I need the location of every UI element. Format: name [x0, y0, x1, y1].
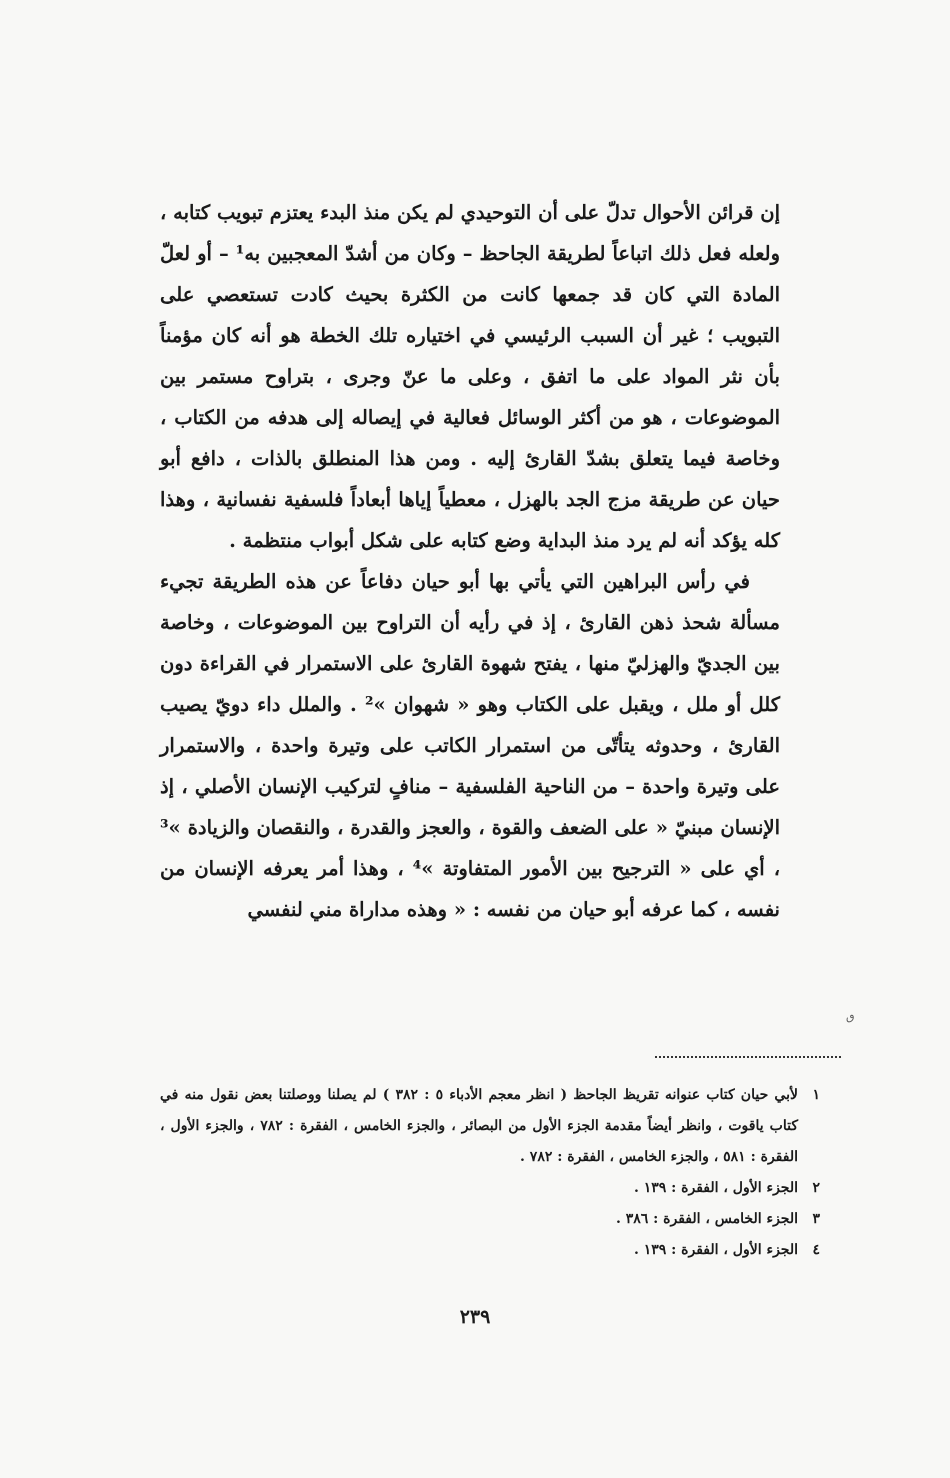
footnote-number: ٢ [812, 1180, 820, 1196]
paragraph-1: إن قرائن الأحوال تدلّ على أن التوحيدي لم يكن منذ البدء يعتزم تبويب كتابه ، ولعله فعل ذلك اتباعاً لطريقة الجاحظ – وكان من أشدّ المعجبين به¹ – أو لعلّ المادة التي كان قد جمعها كانت من الكثرة بحيث كادت تستعصي على التبويب ؛ غير أن السبب الرئيسي في اختياره تلك الخطة هو أنه كان مؤمناً بأن نثر المواد على ما اتفق ، وعلى ما عنّ وجرى ، بتراوح مستمر بين الموضوعات ، هو من أكثر الوسائل فعالية في إيصاله إلى هدفه من الكتاب ، وخاصة فيما يتعلق بشدّ القارئ إليه . ومن هذا المنطلق بالذات ، دافع أبو حيان عن طريقة مزج الجد بالهزل ، معطياً إياها أبعاداً فلسفية نفسانية ، وهذا كله يؤكد أنه لم يرد منذ البداية وضع كتابه على شكل أبواب منتظمة . [160, 201, 780, 552]
footnote-text: الجزء الخامس ، الفقرة : ٣٨٦ . [615, 1211, 798, 1227]
main-text [160, 192, 780, 930]
footnote-2 [160, 1173, 820, 1204]
page-number: ٢٣٩ [459, 1306, 491, 1328]
footnote-number: ٣ [812, 1211, 820, 1227]
footnotes [160, 1080, 820, 1266]
paragraph-2: في رأس البراهين التي يأتي بها أبو حيان دفاعاً عن هذه الطريقة تجيء مسألة شحذ ذهن القارئ ، إذ في رأيه أن التراوح بين الموضوعات ، وخاصة بين الجديّ والهزليّ منها ، يفتح شهوة القارئ على الاستمرار في القراءة دون كلل أو ملل ، ويقبل على الكتاب وهو « شهوان »² . والملل داء دويّ يصيب القارئ ، وحدوثه يتأتّى من استمرار الكاتب على وتيرة واحدة ، والاستمرار على وتيرة واحدة – من الناحية الفلسفية – منافٍ لتركيب الإنسان الأصلي ، إذ الإنسان مبنيّ « على الضعف والقوة ، والعجز والقدرة ، والنقصان والزيادة »³ ، أي على « الترجيح بين الأمور المتفاوتة »⁴ ، وهذا أمر يعرفه الإنسان من نفسه ، كما عرفه أبو حيان من نفسه : « وهذه مداراة مني لنفسي [160, 570, 780, 921]
footnote-number: ٤ [812, 1242, 820, 1258]
footnote-4 [160, 1235, 820, 1266]
footnote-1 [160, 1080, 820, 1173]
stray-mark: ٯ [846, 1010, 855, 1023]
footnote-separator [655, 1056, 841, 1058]
footnote-3 [160, 1204, 820, 1235]
footnote-text: الجزء الأول ، الفقرة : ١٣٩ . [633, 1242, 798, 1258]
footnote-text: لأبي حيان كتاب عنوانه تقريظ الجاحظ ( انظر معجم الأدباء ٥ : ٣٨٢ ) لم يصلنا ووصلتنا بعض نقول منه في كتاب ياقوت ، وانظر أيضاً مقدمة الجزء الأول من البصائر ، والجزء الخامس ، الفقرة : ٧٨٢ ، والجزء الأول ، الفقرة : ٥٨١ ، والجزء الخامس ، الفقرة : ٧٨٢ . [160, 1087, 798, 1165]
footnote-number: ١ [812, 1087, 820, 1103]
footnote-text: الجزء الأول ، الفقرة : ١٣٩ . [633, 1180, 798, 1196]
